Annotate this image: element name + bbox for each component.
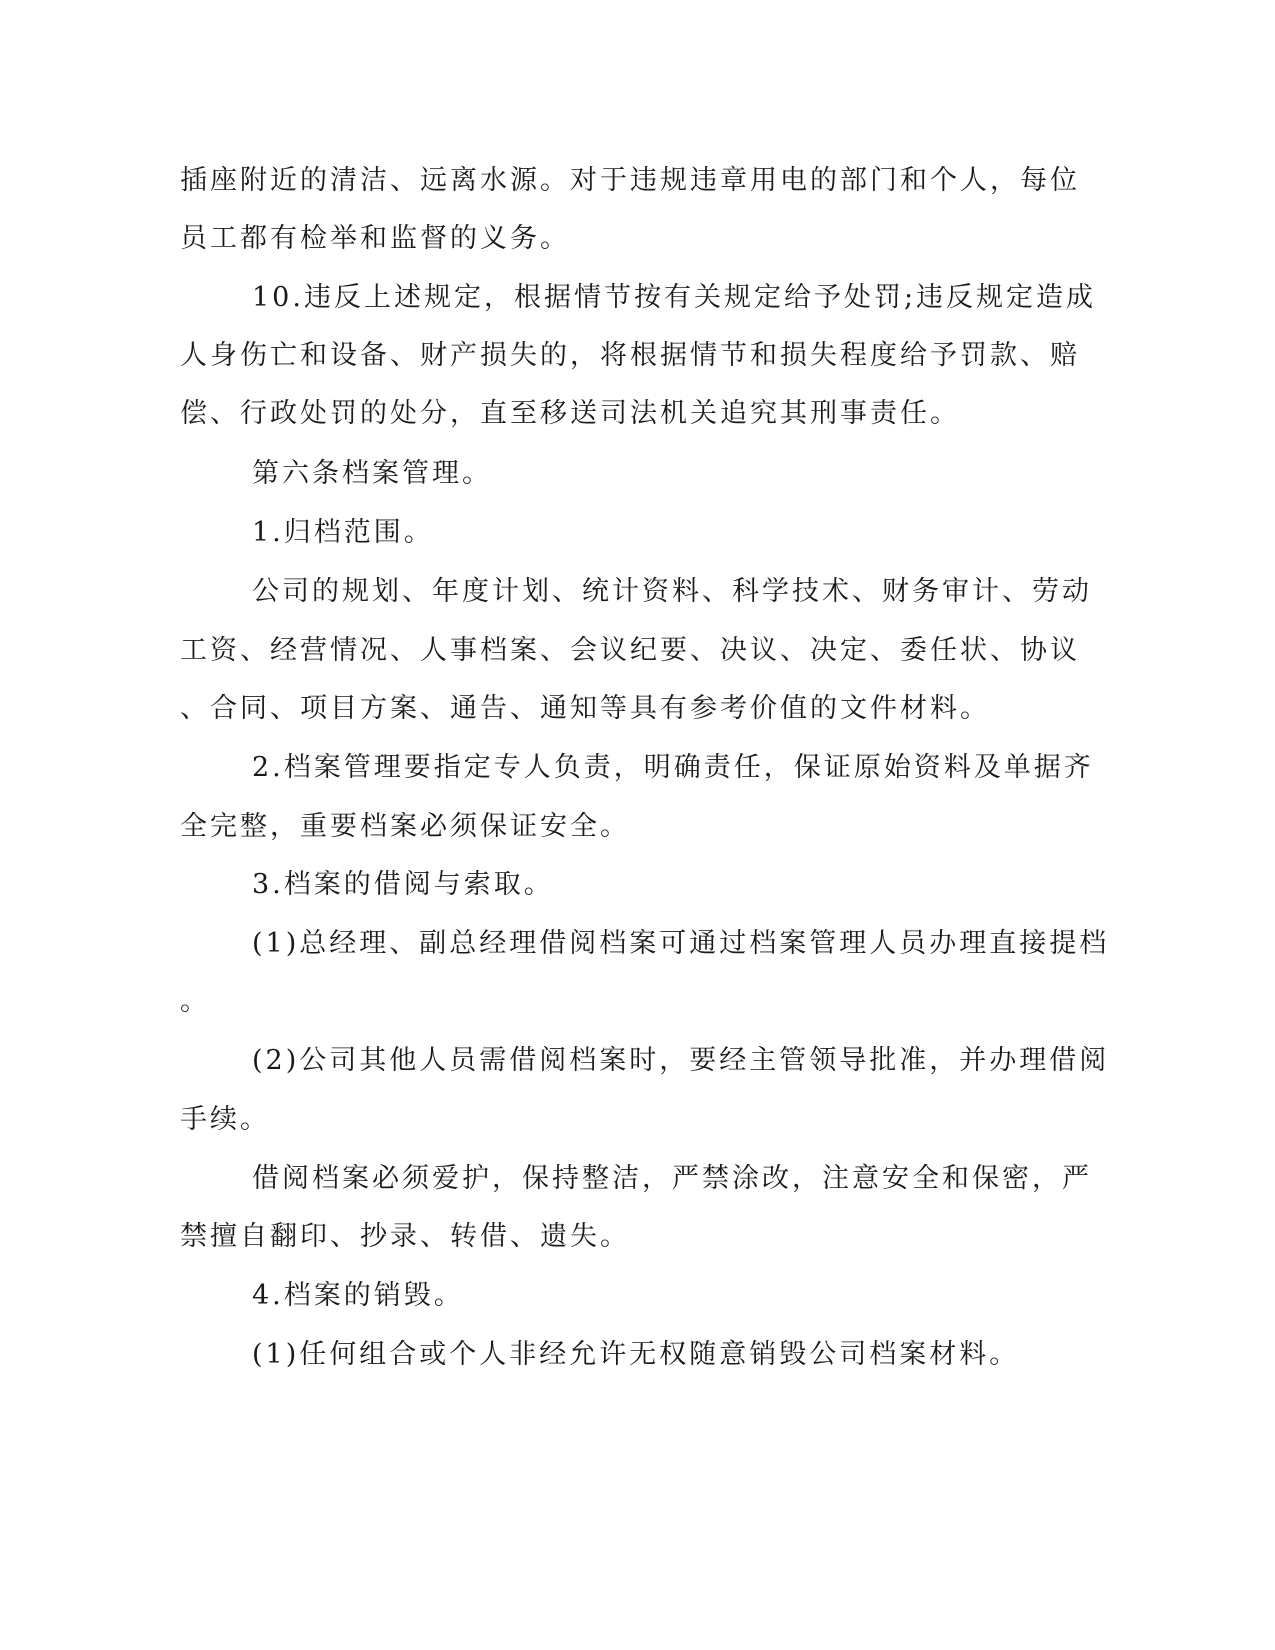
paragraph-line: 2.档案管理要指定专人负责，明确责任，保证原始资料及单据齐 — [252, 752, 1094, 783]
paragraph-line: 全完整，重要档案必须保证安全。 — [180, 811, 630, 842]
subsection-heading: 4.档案的销毁。 — [252, 1280, 464, 1311]
paragraph-line: 插座附近的清洁、远离水源。对于违规违章用电的部门和个人，每位 — [180, 165, 1080, 196]
paragraph-line: 、合同、项目方案、通告、通知等具有参考价值的文件材料。 — [180, 693, 990, 724]
paragraph-line: 公司的规划、年度计划、统计资料、科学技术、财务审计、劳动 — [252, 576, 1092, 607]
paragraph-line: 人身伤亡和设备、财产损失的，将根据情节和损失程度给予罚款、赔 — [180, 340, 1080, 371]
paragraph-line: (1)任何组合或个人非经允许无权随意销毁公司档案材料。 — [252, 1339, 1020, 1370]
paragraph-line: 员工都有检举和监督的义务。 — [180, 223, 570, 254]
paragraph-line: 偿、行政处罚的处分，直至移送司法机关追究其刑事责任。 — [180, 398, 960, 429]
paragraph-line: 10.违反上述规定，根据情节按有关规定给予处罚;违反规定造成 — [252, 282, 1097, 313]
section-heading: 第六条档案管理。 — [252, 458, 492, 489]
paragraph-line: 借阅档案必须爱护，保持整洁，严禁涂改，注意安全和保密，严 — [252, 1163, 1092, 1194]
subsection-heading: 1.归档范围。 — [252, 517, 434, 548]
paragraph-line: 手续。 — [180, 1104, 270, 1135]
paragraph-line: (1)总经理、副总经理借阅档案可通过档案管理人员办理直接提档 — [252, 928, 1110, 959]
paragraph-line: 。 — [180, 986, 210, 1017]
subsection-heading: 3.档案的借阅与索取。 — [252, 869, 554, 900]
paragraph-line: 工资、经营情况、人事档案、会议纪要、决议、决定、委任状、协议 — [180, 635, 1080, 666]
paragraph-line: (2)公司其他人员需借阅档案时，要经主管领导批准，并办理借阅 — [252, 1045, 1110, 1076]
paragraph-line: 禁擅自翻印、抄录、转借、遗失。 — [180, 1221, 630, 1252]
